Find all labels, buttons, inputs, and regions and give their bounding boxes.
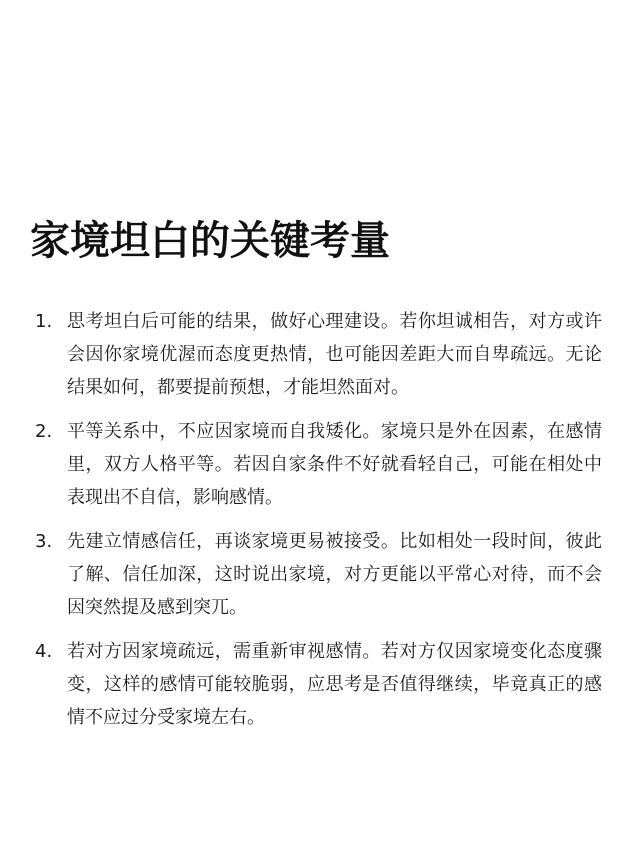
- list-item-number: 1.: [35, 311, 53, 332]
- considerations-list: [30, 305, 602, 745]
- list-item-number: 3.: [35, 531, 53, 552]
- list-item-text: 先建立情感信任，再谈家境更易被接受。比如相处一段时间，彼此了解、信任加深，这时说出家境，对方更能以平常心对待，而不会因突然提及感到突兀。: [67, 531, 602, 618]
- list-item-text: 思考坦白后可能的结果，做好心理建设。若你坦诚相告，对方或许会因你家境优渥而态度更热情，也可能因差距大而自卑疏远。无论结果如何，都要提前预想，才能坦然面对。: [67, 311, 602, 398]
- list-item: [30, 635, 602, 734]
- list-item-number: 4.: [35, 641, 53, 662]
- list-item: [30, 305, 602, 404]
- list-item: [30, 415, 602, 514]
- page-title: 家境坦白的关键考量: [30, 218, 390, 264]
- list-item: [30, 525, 602, 624]
- list-item-number: 2.: [35, 421, 53, 442]
- list-item-text: 若对方因家境疏远，需重新审视感情。若对方仅因家境变化态度骤变，这样的感情可能较脆弱，应思考是否值得继续，毕竟真正的感情不应过分受家境左右。: [67, 641, 602, 728]
- list-item-text: 平等关系中，不应因家境而自我矮化。家境只是外在因素，在感情里，双方人格平等。若因自家条件不好就看轻自己，可能在相处中表现出不自信，影响感情。: [67, 421, 602, 508]
